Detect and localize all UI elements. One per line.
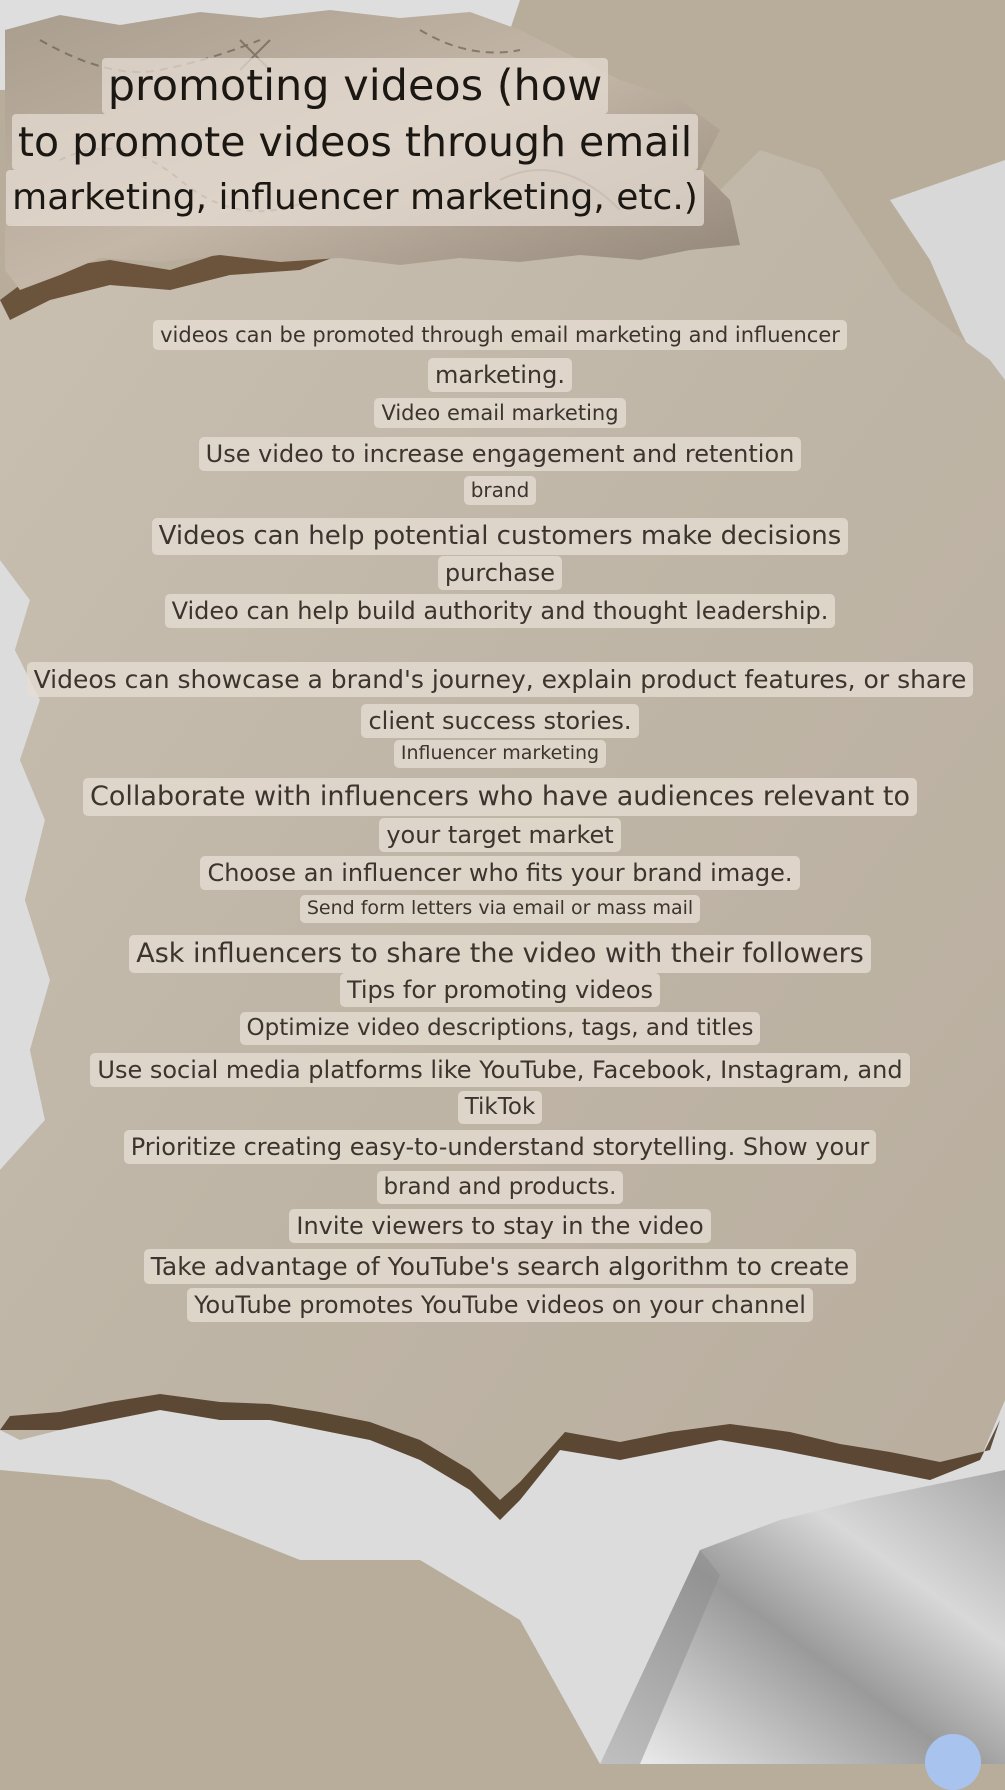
text-line: marketing.	[428, 358, 572, 392]
text-line: Videos can help potential customers make decisions	[152, 518, 849, 555]
text-line: purchase	[438, 556, 562, 590]
text-line: Take advantage of YouTube's search algorithm to create	[144, 1249, 856, 1284]
text-line: Influencer marketing	[394, 740, 606, 768]
floating-action-icon[interactable]	[925, 1734, 981, 1790]
text-line: videos can be promoted through email marketing and influencer	[153, 320, 847, 350]
title-line-2: to promote videos through email	[12, 114, 698, 170]
title-line-1: promoting videos (how	[102, 58, 609, 114]
text-line: Collaborate with influencers who have audiences relevant to	[83, 778, 917, 816]
text-line: Videos can showcase a brand's journey, explain product features, or share	[27, 662, 974, 697]
text-line: TikTok	[458, 1091, 543, 1124]
text-line: YouTube promotes YouTube videos on your channel	[187, 1288, 813, 1322]
text-line: Optimize video descriptions, tags, and titles	[240, 1012, 761, 1045]
text-line: Prioritize creating easy-to-understand storytelling. Show your	[124, 1130, 877, 1164]
text-line: brand and products.	[377, 1171, 624, 1204]
text-line: Choose an influencer who fits your brand image.	[200, 856, 799, 890]
text-line: Use social media platforms like YouTube, Facebook, Instagram, and	[90, 1053, 909, 1087]
text-line: brand	[464, 476, 537, 505]
text-line: Send form letters via email or mass mail	[300, 895, 700, 923]
text-line: Use video to increase engagement and retention	[199, 437, 802, 471]
text-line: Invite viewers to stay in the video	[289, 1209, 710, 1243]
title-line-3: marketing, influencer marketing, etc.)	[6, 170, 704, 226]
text-line: Tips for promoting videos	[340, 973, 660, 1007]
text-line: Video email marketing	[374, 398, 625, 428]
title-block	[0, 58, 710, 226]
text-line: your target market	[379, 818, 620, 852]
text-line: client success stories.	[361, 704, 638, 738]
text-line: Video can help build authority and thought leadership.	[165, 594, 836, 628]
text-line: Ask influencers to share the video with their followers	[129, 935, 871, 973]
content-list	[0, 320, 1000, 1328]
